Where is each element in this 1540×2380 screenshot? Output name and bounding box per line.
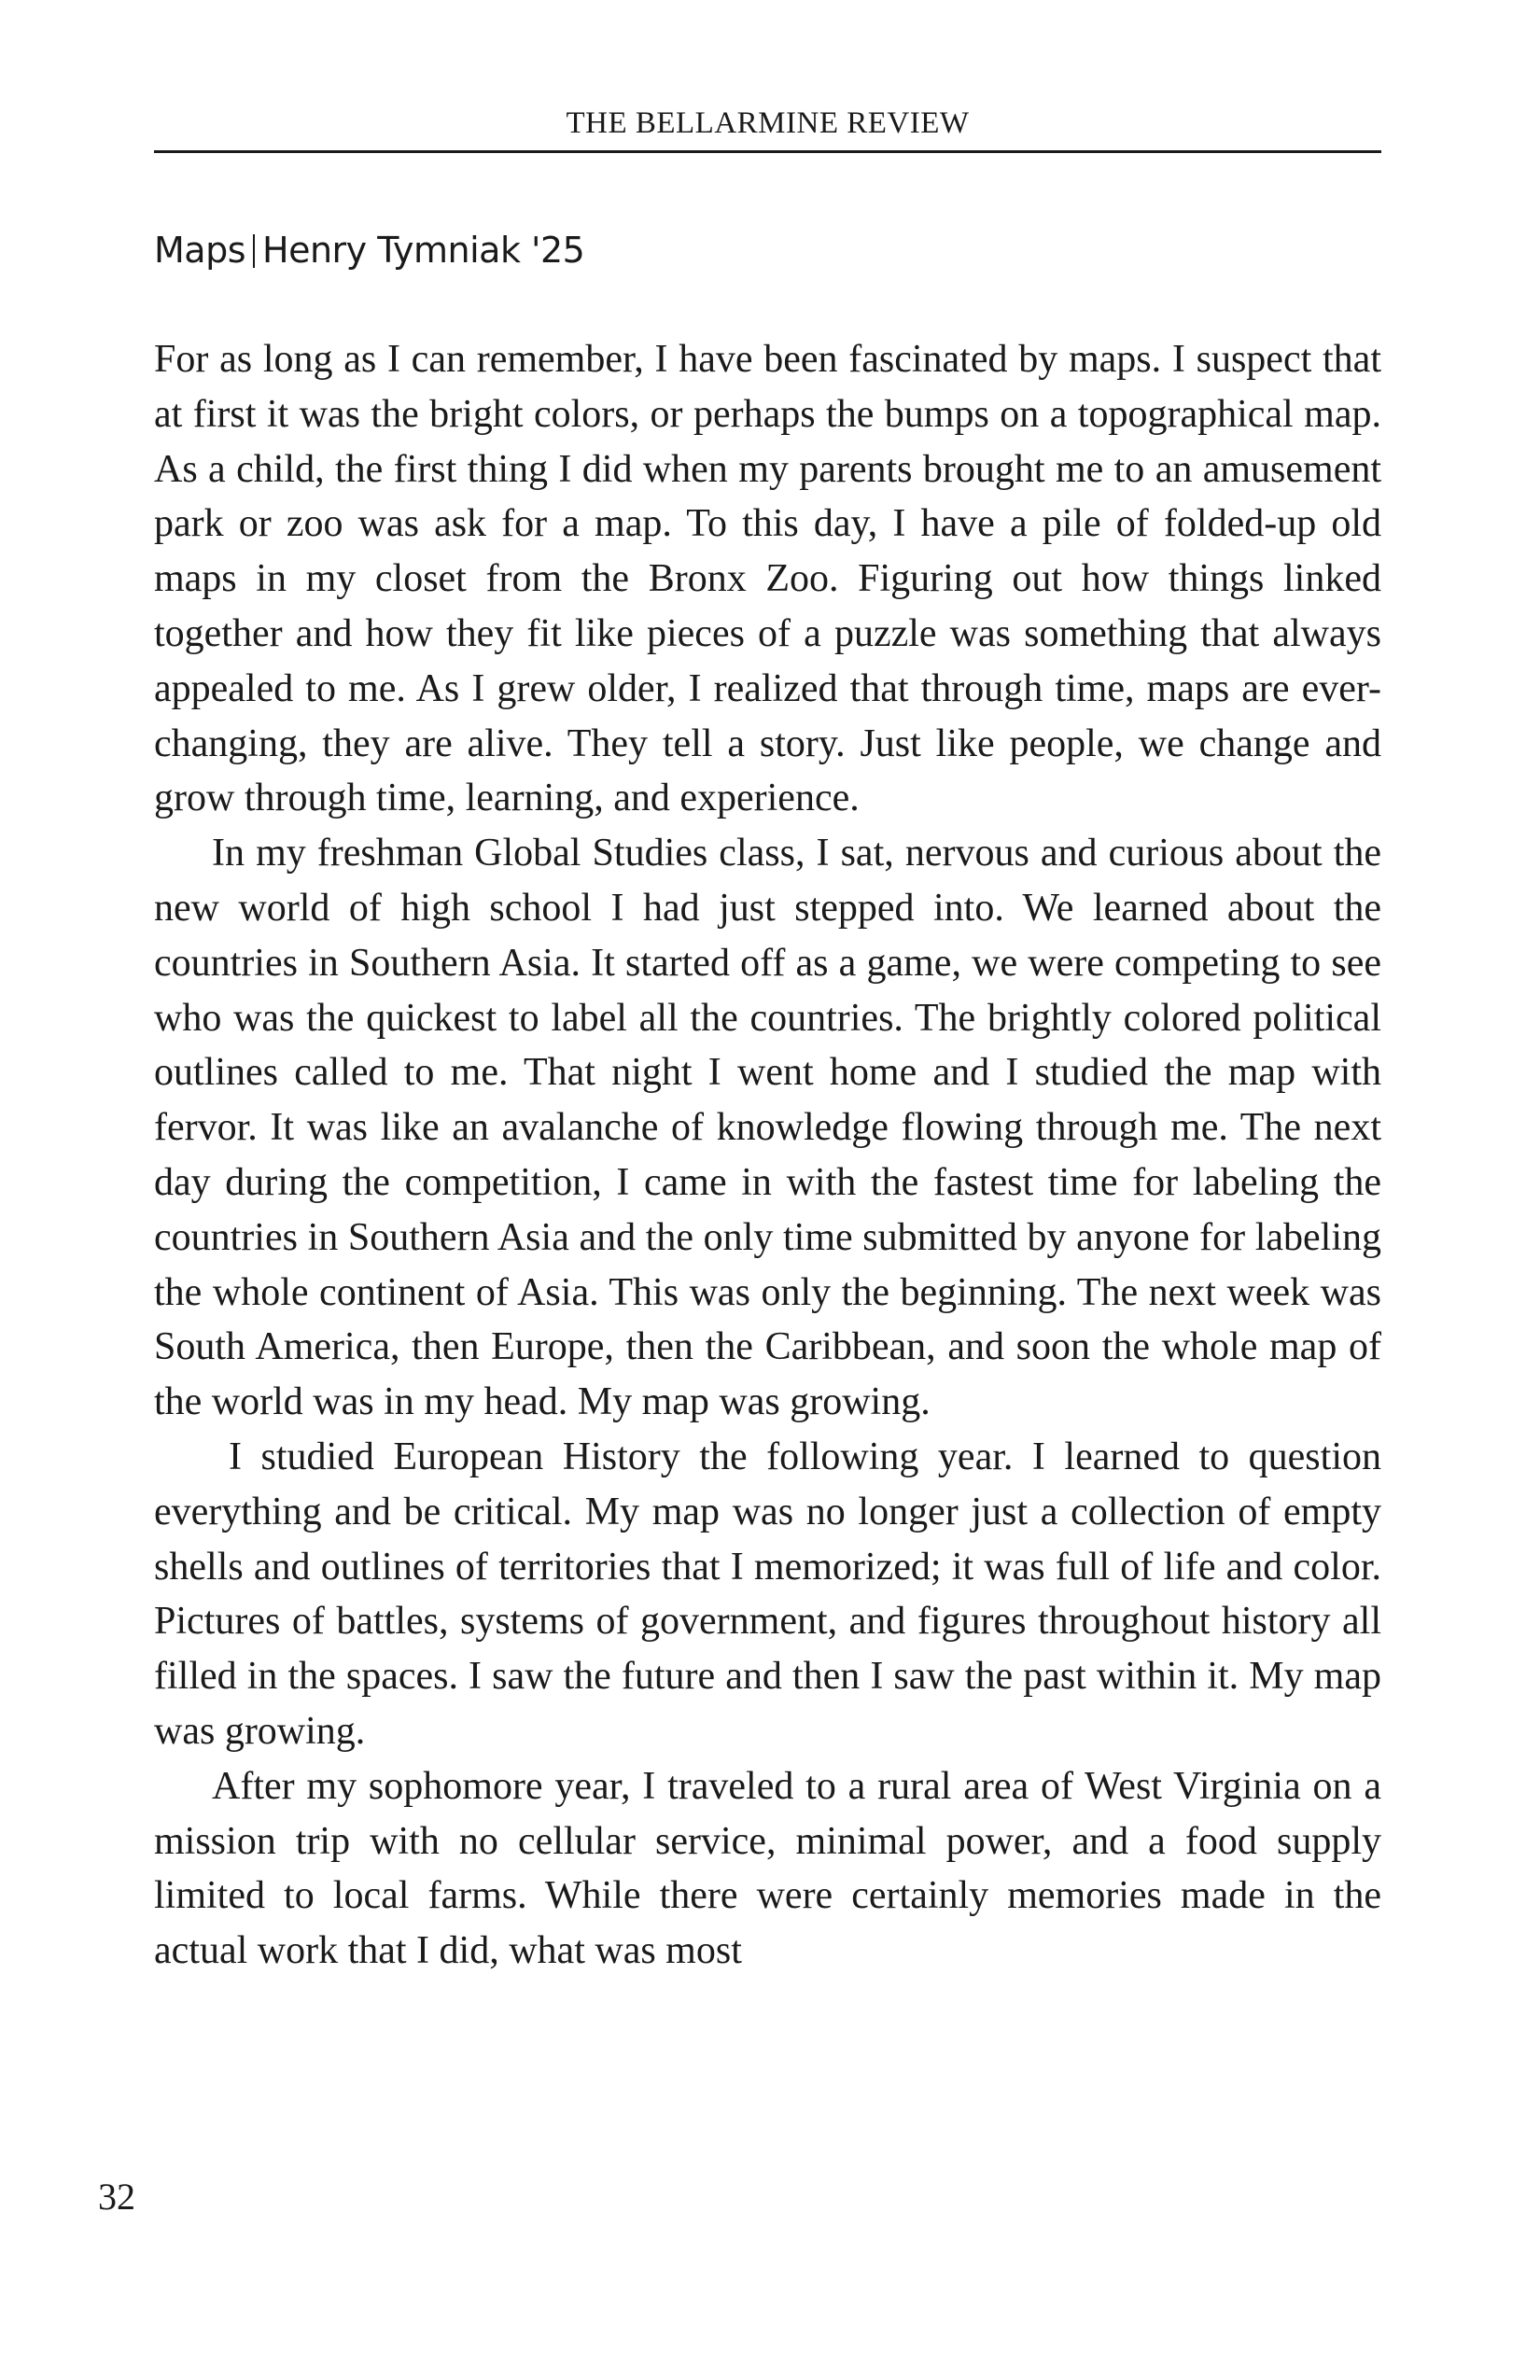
paragraph-1: For as long as I can remember, I have been fascinated by maps. I suspect that at first it was the bright colors, or perhaps the bumps on a topographical map. As a child, the first thing I did when my parents brought me to an amusement park or zoo was ask for a map. To this day, I have a pile of folded-up old maps in my closet from the Bronx Zoo. Figuring out how things linked together and how they fit like pieces of a puzzle was something that always appealed to me. As I grew older, I realized that through time, maps are ever-changing, they are alive. They tell a story. Just like people, we change and grow through time, learning, and experience. [154,338,1381,820]
article-title [154,228,1381,273]
page-number: 32 [98,2176,135,2218]
paragraph-4: After my sophomore year, I traveled to a rural area of West Virginia on a mission trip with no cellular service, minimal power, and a food supply limited to local farms. While there were certainly memories made in the actual work that I did, what was most [154,1764,1381,1973]
header-rule [154,150,1381,153]
running-header: THE BELLARMINE REVIEW [566,106,970,140]
article-body [154,332,1381,1979]
paragraph-2: In my freshman Global Studies class, I sat, nervous and curious about the new world of high school I had just stepped into. We learned about the countries in Southern Asia. It started off as a game, we were competing to see who was the quickest to label all the countries. The brightly colored political outlines called to me. That night I went home and I studied the map with fervor. It was like an avalanche of knowledge flowing through me. The next day during the competition, I came in with the fastest time for labeling the countries in Southern Asia and the only time submitted by anyone for labeling the whole continent of Asia. This was only the beginning. The next week was South America, then Europe, then the Caribbean, and soon the whole map of the world was in my head. My map was growing. [154,832,1381,1424]
paragraph-3: I studied European History the following year. I learned to question everything and be critical. My map was no longer just a collection of empty shells and outlines of territories that I memorized; it was full of life and color. Pictures of battles, systems of government, and figures throughout history all filled in the spaces. I saw the future and then I saw the past within it. My map was growing. [154,1435,1381,1753]
article-author: Henry Tymniak '25 [262,230,585,271]
title-separator [253,234,255,268]
article-title-text: Maps [154,230,245,271]
